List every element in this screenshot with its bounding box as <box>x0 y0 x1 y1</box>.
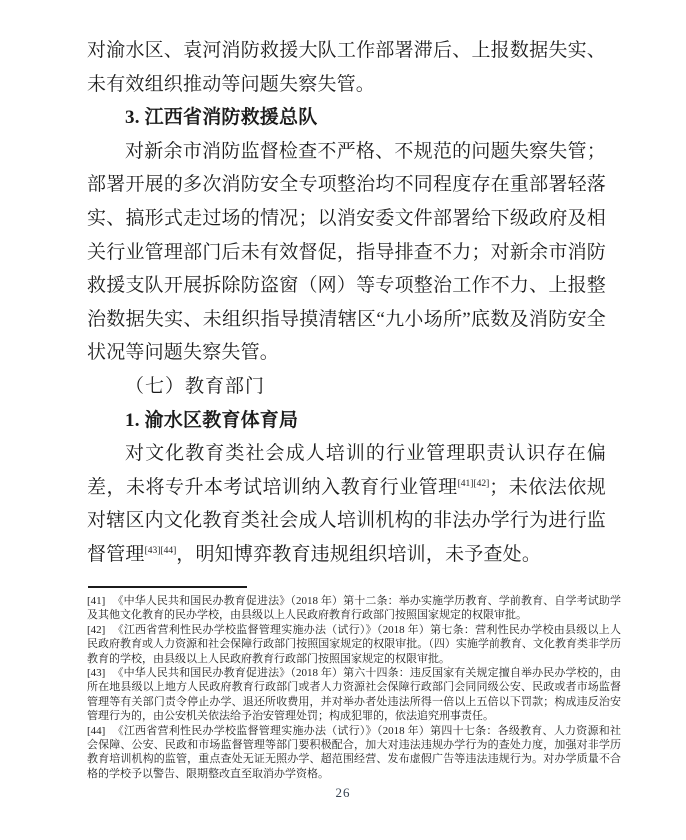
document-body <box>87 34 606 572</box>
footnote-42 <box>87 623 621 666</box>
footnote-43-number: [43] <box>87 667 106 680</box>
footnote-41-text: 《中华人民共和国民办教育促进法》（2018 年）第十二条：举办实施学历教育、学前教育、自学考试助学及其他文化教育的民办学校，由县级以上人民政府教育行政部门按照国家规定的权限审批。 <box>87 595 621 622</box>
footnote-43 <box>87 666 621 724</box>
education-text-segment-3: ，明知博弈教育违规组织培训，未予查处。 <box>176 543 542 565</box>
heading-education-department: （七）教育部门 <box>125 375 266 397</box>
paragraph-education-issues <box>87 437 606 571</box>
paragraph-continuation: 对渝水区、袁河消防救援大队工作部署滞后、上报数据失实、未有效组织推动等问题失察失管。 <box>87 40 606 95</box>
footnote-43-text: 《中华人民共和国民办教育促进法》（2018 年）第六十四条：违反国家有关规定擅自举办民办学校的，由所在地县级以上地方人民政府教育行政部门或者人力资源社会保障行政部门会同同级公安、民政或者市场监督管理等有关部门责令停止办学、退还所收费用，并对举办者处违法所得一倍以上五倍以下罚款；构成违反治安管理行为的，由公安机关依法给予治安管理处罚；构成犯罪的，依法追究刑事责任。 <box>87 667 621 723</box>
footnote-44 <box>87 724 621 782</box>
heading-yushui-education-bureau: 1. 渝水区教育体育局 <box>125 409 299 431</box>
heading-jiangxi-fire-rescue-corps: 3. 江西省消防救援总队 <box>125 107 318 129</box>
footnotes-section <box>87 594 621 781</box>
footnote-42-number: [42] <box>87 623 106 636</box>
footnote-ref-43-44: [43][44] <box>144 545 177 556</box>
footnote-44-text: 《江西省营利性民办学校监督管理实施办法（试行）》（2018 年）第四十七条：各级教育、人力资源和社会保障、公安、民政和市场监督管理等部门要积极配合，加大对违法违规办学行为的查处力度，加强对非学历教育培训机构的监管，重点查处无证无照办学、超范围经营、发布虚假广告等违法违规行为。对办学质量不合格的学校予以警告、限期整改直至取消办学资格。 <box>87 724 621 780</box>
education-text-segment-2: ；未依法依规对辖区内文化教育类社会成人培训机构的非法办学行为进行监督管理 <box>87 476 606 565</box>
footnote-41-number: [41] <box>87 595 106 607</box>
education-text-segment-1: 对文化教育类社会成人培训的行业管理职责认识存在偏差，未将专升本考试培训纳入教育行业管理 <box>87 443 606 498</box>
footnote-ref-41-42: [41][42] <box>457 478 490 489</box>
footnote-41 <box>87 594 621 623</box>
footnote-44-number: [44] <box>87 724 106 737</box>
footnote-separator <box>88 586 247 588</box>
page-number: 26 <box>335 785 351 800</box>
footnote-42-text: 《江西省营利性民办学校监督管理实施办法（试行）》（2018 年）第七条：营利性民办学校由县级以上人民政府教育或人力资源和社会保障行政部门按照国家规定的权限审批。（四）实施学前教育、文化教育类非学历教育的学校，由县级以上人民政府教育行政部门按照国家规定的权限审批。 <box>87 623 621 665</box>
paragraph-fire-rescue-issues: 对新余市消防监督检查不严格、不规范的问题失察失管；部署开展的多次消防安全专项整治均不同程度存在重部署轻落实、搞形式走过场的情况；以消安委文件部署给下级政府及相关行业管理部门后未有效督促，指导排查不力；对新余市消防救援支队开展拆除防盗窗（网）等专项整治工作不力、上报整治数据失实、未组织指导摸清辖区“九小场所”底数及消防安全状况等问题失察失管。 <box>87 140 606 364</box>
